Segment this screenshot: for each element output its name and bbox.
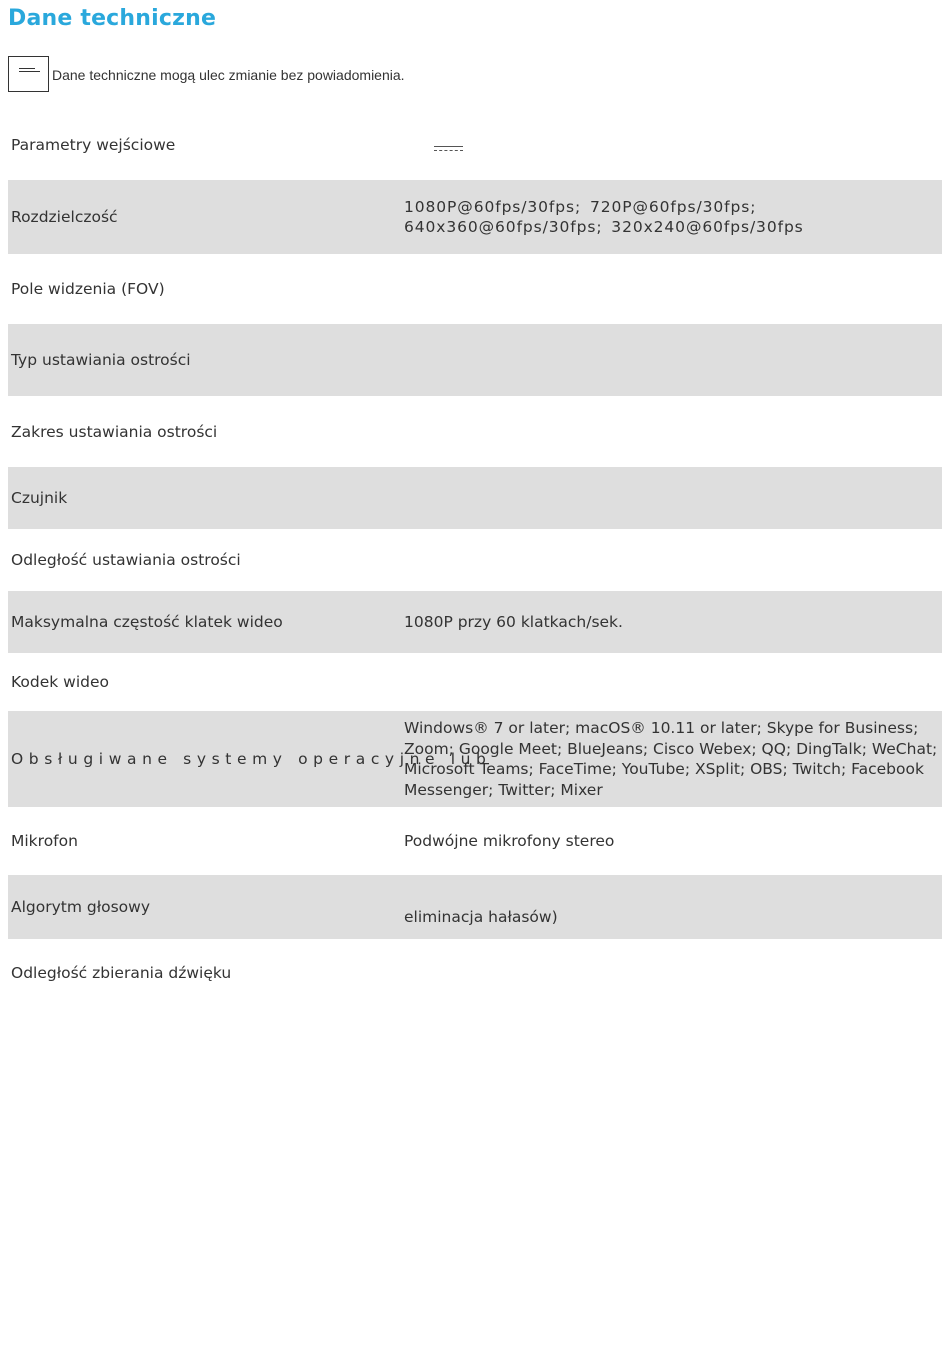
spec-label: Mikrofon: [11, 832, 78, 850]
spec-label: Czujnik: [11, 489, 68, 507]
table-row: [8, 939, 942, 1007]
table-row: [8, 396, 942, 467]
table-row: [8, 653, 942, 711]
placeholder-dashes: [434, 146, 463, 150]
spec-label: Rozdzielczość: [11, 208, 118, 226]
table-row: [8, 180, 942, 254]
spec-table: [8, 110, 942, 1007]
spec-value: 1080P przy 60 klatkach/sek.: [404, 612, 623, 631]
spec-value: [404, 135, 942, 156]
spec-label: Odległość zbierania dźwięku: [11, 964, 232, 982]
table-row: [8, 711, 942, 807]
spec-label: Pole widzenia (FOV): [11, 280, 165, 298]
spec-label: Algorytm głosowy: [11, 898, 151, 916]
table-row: [8, 529, 942, 591]
table-row: [8, 324, 942, 396]
spec-label: Kodek wideo: [11, 673, 109, 691]
spec-label: Parametry wejściowe: [11, 136, 176, 154]
spec-label: Typ ustawiania ostrości: [11, 351, 191, 369]
spec-label: Maksymalna częstość klatek wideo: [11, 613, 283, 631]
spec-label: Zakres ustawiania ostrości: [11, 422, 218, 441]
table-row: [8, 807, 942, 875]
spec-value: Podwójne mikrofony stereo: [404, 831, 615, 850]
table-row: [8, 467, 942, 529]
note-icon: [8, 56, 49, 92]
spec-value: 1080P@60fps/30fps; 720P@60fps/30fps; 640x360@60fps/30fps; 320x240@60fps/30fps: [404, 197, 804, 236]
page-title: Dane techniczne: [8, 6, 217, 31]
table-row: [8, 110, 942, 180]
table-row: [8, 254, 942, 324]
notice: [8, 56, 405, 92]
notice-text: Dane techniczne mogą ulec zmianie bez powiadomienia.: [52, 66, 405, 83]
spec-value: eliminacja hałasów): [404, 907, 558, 926]
spec-label: Odległość ustawiania ostrości: [11, 551, 241, 569]
table-row: [8, 591, 942, 653]
table-row: [8, 875, 942, 939]
spec-label: Obsługiwane systemy operacyjne lub: [11, 750, 492, 768]
spec-value: Windows® 7 or later; macOS® 10.11 or later; Skype for Business; Zoom; Google Meet; BlueJeans; Cisco Webex; QQ; DingTalk; WeChat; Microsoft Teams; FaceTime; YouTube; XSplit; OBS; Twitch; Facebook Messenger; Twitter; Mixer: [404, 719, 938, 799]
